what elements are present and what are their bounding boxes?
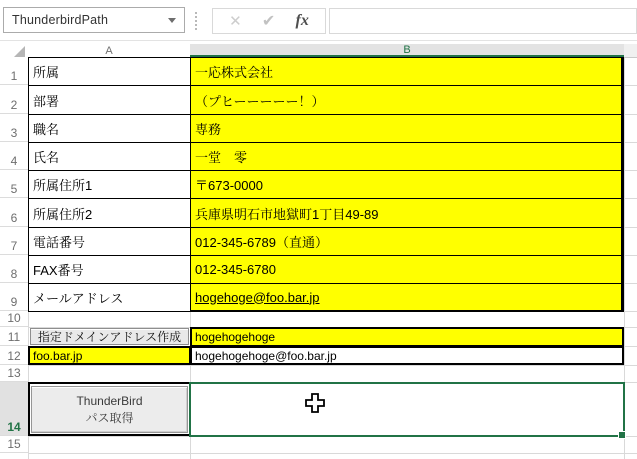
formula-toolbar: [0, 0, 637, 41]
cell-A9[interactable]: メールアドレス: [28, 283, 191, 312]
cell-A1[interactable]: 所属: [28, 57, 191, 86]
selection-fill-handle[interactable]: [618, 431, 626, 439]
cell-A2[interactable]: 部署: [28, 85, 191, 115]
row-header-9[interactable]: 9: [0, 283, 28, 311]
insert-function-icon[interactable]: fx: [295, 12, 309, 29]
row-header-12[interactable]: 12: [0, 346, 28, 365]
cell-A6[interactable]: 所属住所2: [28, 198, 191, 228]
row-header-15[interactable]: 15: [0, 436, 28, 453]
row-header-8[interactable]: 8: [0, 255, 28, 283]
cell-B6[interactable]: 兵庫県明石市地獄町1丁目49-89: [190, 198, 624, 228]
row-header-13[interactable]: 13: [0, 365, 28, 382]
row-header-6[interactable]: 6: [0, 198, 28, 227]
cell-B7[interactable]: 012-345-6789（直通）: [190, 227, 624, 256]
cell-B9-email-link[interactable]: hogehoge@foo.bar.jp: [190, 283, 624, 312]
column-header-c-partial[interactable]: [624, 44, 637, 57]
cell-B2[interactable]: （プヒーーーーー！）: [190, 85, 624, 115]
formula-icons-group: [212, 8, 326, 34]
enter-icon[interactable]: ✔: [261, 13, 276, 30]
name-box-value: ThunderbirdPath: [12, 13, 109, 27]
row-header-3[interactable]: 3: [0, 114, 28, 142]
thunderbird-path-button[interactable]: [31, 386, 188, 433]
cell-A3[interactable]: 職名: [28, 114, 191, 143]
gridline: [28, 365, 637, 366]
row-header-5[interactable]: 5: [0, 170, 28, 198]
cell-B3[interactable]: 専務: [190, 114, 624, 143]
cell-A4[interactable]: 氏名: [28, 142, 191, 171]
thunderbird-path-button-line2: パス取得: [85, 410, 134, 425]
cell-B5[interactable]: 〒673-0000: [190, 170, 624, 199]
selected-cell-B14[interactable]: [189, 382, 625, 437]
cell-B11-account[interactable]: hogehogehoge: [190, 327, 624, 347]
cell-B4[interactable]: 一堂 零: [190, 142, 624, 171]
column-header-a[interactable]: A: [105, 44, 113, 57]
column-header-b[interactable]: B: [190, 44, 624, 57]
row-header-1[interactable]: 1: [0, 57, 28, 85]
row-header-2[interactable]: 2: [0, 85, 28, 114]
thunderbird-path-button-line1: ThunderBird: [76, 393, 143, 408]
cell-B1[interactable]: 一応株式会社: [190, 57, 624, 86]
name-box[interactable]: [3, 7, 185, 33]
toolbar-separator: [195, 12, 197, 30]
cell-B8[interactable]: 012-345-6780: [190, 255, 624, 284]
cancel-icon[interactable]: ✕: [229, 13, 242, 30]
row-header-11[interactable]: 11: [0, 327, 28, 346]
select-all-corner[interactable]: [14, 46, 25, 57]
create-domain-address-button[interactable]: 指定ドメインアドレス作成: [30, 328, 189, 345]
row-header-4[interactable]: 4: [0, 142, 28, 170]
row-header-7[interactable]: 7: [0, 227, 28, 255]
cell-A7[interactable]: 電話番号: [28, 227, 191, 256]
chevron-down-icon[interactable]: [168, 18, 176, 23]
row-header-10[interactable]: 10: [0, 311, 28, 327]
cell-cursor-icon: [304, 392, 326, 421]
cell-A8[interactable]: FAX番号: [28, 255, 191, 284]
cell-A12-domain[interactable]: foo.bar.jp: [28, 346, 191, 365]
row-header-14[interactable]: 14: [0, 382, 28, 436]
cell-B12-address[interactable]: hogehogehoge@foo.bar.jp: [190, 346, 624, 365]
gridline: [28, 453, 637, 454]
cell-A5[interactable]: 所属住所1: [28, 170, 191, 199]
formula-bar-input[interactable]: [329, 8, 637, 34]
